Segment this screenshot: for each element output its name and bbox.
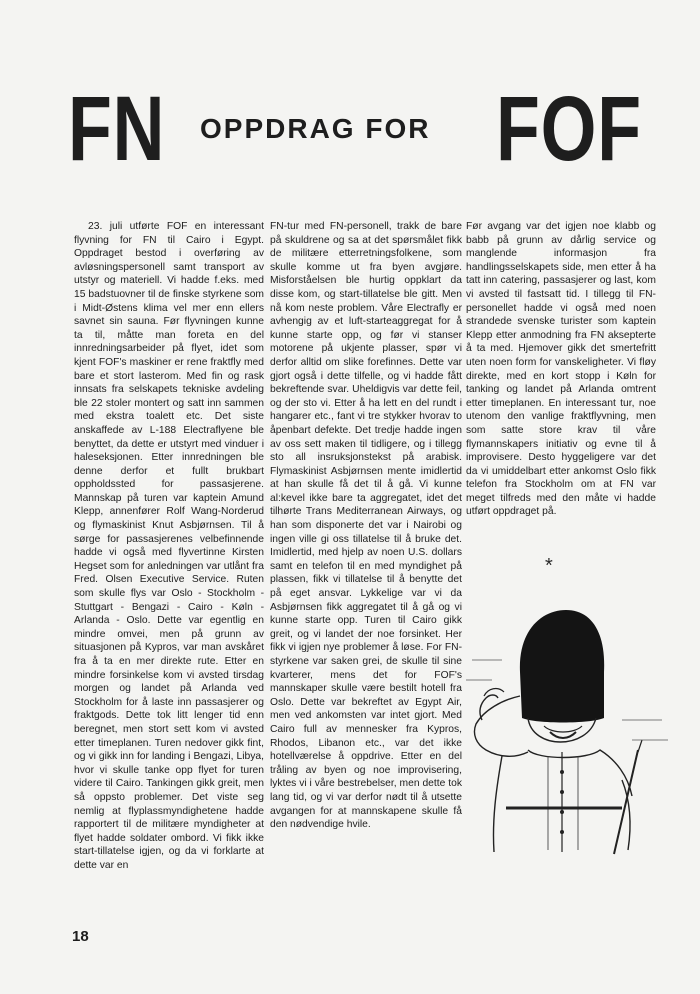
headline-oppdrag-for: OPPDRAG FOR <box>200 113 431 144</box>
article-column-1 <box>74 220 264 873</box>
article-headline <box>60 78 660 180</box>
headline-fof: FOF <box>496 78 642 180</box>
page-number: 18 <box>72 928 89 945</box>
column-1-text: 23. juli utførte FOF en interessant flyvning for FN til Cairo i Egypt. Oppdraget bestod i overføring av avløsningspersonell samt transport av utstyr og materiell. Vi hadde f.eks. med 15 badstuovner til de finske styrkene som i Midt-Østens klima vel mer enn ellers savnet sin sauna. Før flyvningen kunne ta til, måtte man foreta en del innredningsarbeider på flyet, idet som kjent FOF's maskiner er rene fraktfly med bare et stort lasterom. Med fin og rask innsats fra selskapets tekniske avdeling ble 22 stoler montert og satt inn sammen med ekstra toalett etc. Det siste anskaffede av L-188 Electraflyene ble benyttet, da dette er utstyrt med vinduer i haleseksjonen. Etter innredningen ble denne derfor et fullt brukbart oppholdssted for passasjerene. Mannskap på turen var kaptein Amund Klepp, annenfører Rolf Wang-Norderud og flymaskinist Knut Asbjørnsen. Til å sørge for passasjerenes velbefinnende hadde vi også med flyvertinne Kirsten Hegset som for anledningen var utlånt fra Fred. Olsen Executive Service. Ruten som skulle flys var Oslo - Stockholm - Stuttgart - Bengazi - Cairo - Køln - Arlanda - Oslo. Dette var egentlig en mindre omvei, men på grunn av situasjonen på Kypros, var man avskåret fra å ta en mer direkte rute. Etter en mindre forsinkelse kom vi avsted tirsdag morgen og landet på Arlanda ved Stockholm for å laste inn passasjerer og fraktgods. Dette tok litt lenger tid enn beregnet, men stort sett kom vi avsted etter timeplanen. Turen nedover gikk fint, og vi gikk inn for landing i Bengazi, Libya, hvor vi skulle tanke opp flyet for turen videre til Cairo. Tankingen gikk greit, men så oppsto problemer. Det viste seg nemlig at flyplassmyndighetene hadde rapportert til de militære myndigheter at flyet hadde soldater ombord. Vi fikk ikke start-tillatelse igjen, og da vi forklarte at dette var en <box>74 221 264 871</box>
article-column-2 <box>270 220 462 832</box>
article-column-3 <box>466 220 656 519</box>
headline-fn: FN <box>68 78 166 180</box>
column-3-text: Før avgang var det igjen noe klabb og babb på grunn av dårlig service og manglende informasjon fra handlingsselskapets side, men etter å ha tatt inn catering, passasjerer og last, kom vi avsted til fastsatt tid. I tillegg til FN-personellet hadde vi også med noen strandede svenske turister som kaptein Klepp etter anmodning fra FN aksepterte å ta med. Hjemover gikk det smertefritt uten noen form for vanskeligheter. Vi fløy direkte, med en kort stopp i Køln for tanking og landet på Arlanda omtrent etter timeplanen. En interessant tur, noe utenom den vanlige fraktflyvning, men som satte store krav til våre flymannskapers initiativ og evne til å improvisere. Desto hyggeligere var det da vi umiddelbart etter ankomst Oslo fikk telefon fra Stockholm om at FN var meget tilfreds med den måte vi hadde utført oppdraget på. <box>466 221 656 518</box>
royal-guard-saluting-illustration <box>462 600 672 860</box>
column-2-text: FN-tur med FN-personell, trakk de bare på skuldrene og sa at det spørsmålet fikk de militære etterretningsfolkene, som skulle komme ut fra byen avgjøre. Misforståelsen ble hurtig oppklart da disse kom, og start-tillatelse ble gitt. Men nå kom neste problem. Våre Electrafly er avhengig av et luft-starteaggregat for å kunne starte opp, og før vi stanser motorene på ukjente plasser, spør vi derfor alltid om slike forefinnes. Dette var gjort også i dette tilfelle, og vi hadde fått bekreftende svar. Uheldigvis var dette feil, og der sto vi. Etter å ha lett en del rundt i hangarer etc., fant vi tre stykker hvorav to åpenbart defekte. Det tredje hadde ingen av oss sett maken til tidligere, og i tillegg sto all insruksjonstekst på arabisk. Flymaskinist Asbjørnsen mente imidlertid at han skulle få det til å gå. Vi kunne al:kevel ikke bare ta aggregatet, idet det tilhørte Trans Mediterranean Airways, og han som disponerte det var i Nairobi og ingen ville gi oss tillatelse til å bruke det. Imidlertid, med hjelp av noen U.S. dollars samt en telefon til en med myndighet på plassen, fikk vi tillatelse til å benytte det på eget ansvar. Lykkelige var vi da Asbjørnsen fikk aggregatet til å gå og vi kunne starte opp. Turen til Cairo gikk greit, og vi landet der noe forsinket. Her fikk vi igjen nye problemer å løse. For FN-styrkene var saken grei, de skulle til sine kvarterer, mens det for FOF's mannskaper skulle være bestilt hotell fra Oslo. Dette var bekreftet av Egypt Air, men ved ankomsten var intet gjort. Med Cairo full av mennesker fra Kypros, Rhodos, Libanon etc., var det ikke hotellværelse å oppdrive. Etter en del tråling av byen og noe improvisering, lyktes vi i våre bestrebelser, men dette tok lang tid, og vi var derfor nødt til å utsette avgangen for at mannskapene skulle få den nødvendige hvile. <box>270 221 462 831</box>
asterisk-ornament: * <box>545 555 553 577</box>
